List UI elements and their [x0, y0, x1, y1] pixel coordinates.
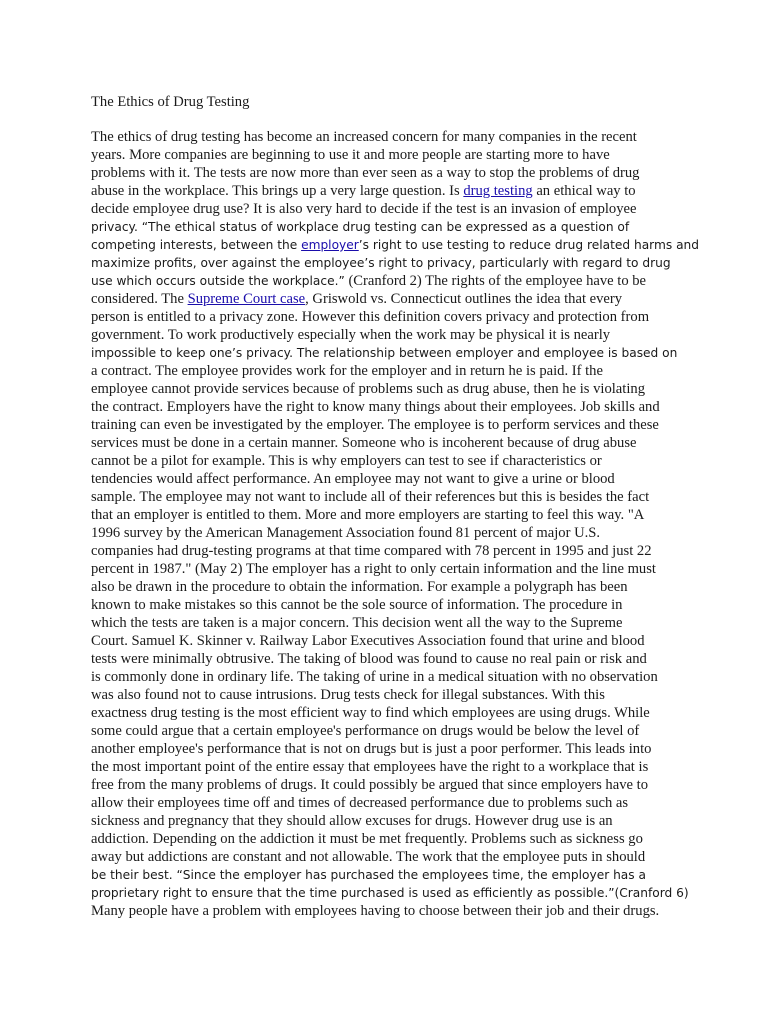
text-line: [91, 146, 691, 164]
text-line: [91, 308, 691, 326]
link-supreme-court-case[interactable]: Supreme Court case: [187, 291, 306, 307]
text-line: [91, 326, 691, 344]
text-run: abuse in the workplace. This brings up a very large question. Is: [91, 183, 460, 199]
text-run: , Griswold vs. Connecticut outlines the idea that every: [305, 291, 623, 307]
text-line: [91, 398, 691, 416]
text-run: (Cranford 2) The rights of the employee have to be: [344, 273, 647, 289]
text-run: Court. Samuel K. Skinner v. Railway Labor Executives Association found that urine and blood: [91, 633, 645, 649]
text-line: [91, 272, 691, 290]
text-line: [91, 254, 691, 272]
text-line: [91, 758, 691, 776]
text-run: be their best. “Since the employer has purchased the employees time, the employer has a: [91, 868, 646, 882]
text-run: companies had drug-testing programs at that time compared with 78 percent in 1995 and just 22: [91, 543, 652, 559]
text-run: that an employer is entitled to them. More and more employers are starting to feel this way. "A: [91, 507, 645, 523]
text-run: away but addictions are constant and not allowable. The work that the employee puts in should: [91, 849, 646, 865]
text-line: [91, 578, 691, 596]
text-line: [91, 776, 691, 794]
text-line: [91, 416, 691, 434]
essay-body: [91, 128, 699, 920]
text-line: [91, 812, 691, 830]
text-line: [91, 344, 691, 362]
text-line: [91, 686, 691, 704]
text-line: [91, 524, 691, 542]
text-run: allow their employees time off and times of decreased performance due to problems such as: [91, 795, 629, 811]
text-line: [91, 668, 691, 686]
text-run: impossible to keep one’s privacy.: [91, 346, 294, 360]
text-run: some could argue that a certain employee's performance on drugs would be below the level of: [91, 723, 640, 739]
text-line: [91, 470, 691, 488]
text-run: The ethics of drug testing has become an increased concern for many companies in the recent: [91, 129, 637, 145]
text-run: was also found not to cause intrusions. Drug tests check for illegal substances. With this: [91, 687, 605, 703]
text-line: [91, 290, 691, 308]
text-run: also be drawn in the procedure to obtain the information. For example a polygraph has been: [91, 579, 628, 595]
text-run: an ethical way to: [532, 183, 636, 199]
text-run: Many people have a problem with employees having to choose between their job and their drugs.: [91, 903, 660, 919]
text-line: [91, 362, 691, 380]
text-line: [91, 596, 691, 614]
text-run: training can even be investigated by the employer. The employee is to perform services and these: [91, 417, 659, 433]
text-line: [91, 632, 691, 650]
text-run: percent in 1987." (May 2) The employer has a right to only certain information and the line must: [91, 561, 656, 577]
text-line: [91, 740, 691, 758]
text-line: [91, 542, 691, 560]
text-line: [91, 704, 691, 722]
text-run: known to make mistakes so this cannot be the sole source of information. The procedure in: [91, 597, 623, 613]
text-line: [91, 902, 691, 920]
text-line: [91, 452, 691, 470]
text-run: sickness and pregnancy that they should allow excuses for drugs. However drug use is an: [91, 813, 613, 829]
text-line: [91, 182, 691, 200]
text-line: [91, 866, 691, 884]
text-line: [91, 434, 691, 452]
text-run: employee cannot provide services because of problems such as drug abuse, then he is violating: [91, 381, 645, 397]
text-run: services must be done in a certain manner. Someone who is incoherent because of drug abuse: [91, 435, 637, 451]
text-line: [91, 614, 691, 632]
text-line: [91, 380, 691, 398]
text-run: the contract. Employers have the right to know many things about their employees. Job skills and: [91, 399, 660, 415]
text-line: [91, 560, 691, 578]
text-line: [91, 488, 691, 506]
text-run: 1996 survey by the American Management Association found 81 percent of major U.S.: [91, 525, 601, 541]
text-run: competing interests, between the: [91, 238, 302, 252]
text-line: [91, 884, 691, 902]
text-run: is commonly done in ordinary life. The taking of urine in a medical situation with no observation: [91, 669, 658, 685]
text-run: The relationship between employer and employee is based on: [293, 346, 678, 360]
text-line: [91, 506, 691, 524]
text-run: another employee's performance that is not on drugs but is just a poor performer. This leads into: [91, 741, 652, 757]
text-run: proprietary right to ensure that the time purchased is used as efficiently as possible.”(Cranford 6): [91, 886, 689, 900]
text-run: sample. The employee may not want to include all of their references but this is besides the fact: [91, 489, 650, 505]
text-run: problems with it. The tests are now more than ever seen as a way to stop the problems of drug: [91, 165, 640, 181]
text-run: addiction. Depending on the addiction it must be met frequently. Problems such as sickness go: [91, 831, 643, 847]
text-run: tests were minimally obtrusive. The taking of blood was found to cause no real pain or risk and: [91, 651, 647, 667]
text-line: [91, 164, 691, 182]
text-run: government. To work productively especially when the work may be physical it is nearly: [91, 327, 611, 343]
text-run: exactness drug testing is the most efficient way to find which employees are using drugs. While: [91, 705, 650, 721]
text-run: ’s right to use testing to reduce drug related harms and: [358, 238, 699, 252]
text-run: person is entitled to a privacy zone. However this definition covers privacy and protection from: [91, 309, 650, 325]
text-line: [91, 722, 691, 740]
text-run: privacy. “The ethical status of workplace drug testing can be expressed as a question of: [91, 220, 630, 234]
text-line: [91, 848, 691, 866]
text-run: decide employee drug use? It is also very hard to decide if the test is an invasion of employee: [91, 201, 637, 217]
text-run: cannot be a pilot for example. This is why employers can test to see if characteristics or: [91, 453, 602, 469]
text-line: [91, 794, 691, 812]
text-run: maximize profits, over against the employee’s right to privacy, particularly with regard to drug: [91, 256, 671, 270]
text-run: tendencies would affect performance. An employee may not want to give a urine or blood: [91, 471, 615, 487]
text-line: [91, 200, 691, 218]
text-run: free from the many problems of drugs. It could possibly be argued that since employers have to: [91, 777, 648, 793]
text-line: [91, 650, 691, 668]
text-line: [91, 236, 699, 254]
text-line: [91, 128, 691, 146]
link-drug-testing[interactable]: drug testing: [463, 183, 533, 199]
link-employer[interactable]: employer: [301, 238, 359, 252]
text-run: the most important point of the entire essay that employees have the right to a workplace that is: [91, 759, 649, 775]
text-run: use which occurs outside the workplace.”: [91, 274, 345, 288]
text-run: which the tests are taken is a major concern. This decision went all the way to the Supreme: [91, 615, 623, 631]
text-line: [91, 830, 691, 848]
text-run: a contract. The employee provides work for the employer and in return he is paid. If the: [91, 363, 603, 379]
text-line: [91, 218, 691, 236]
document-title: The Ethics of Drug Testing: [91, 94, 250, 110]
text-run: considered. The: [91, 291, 188, 307]
text-run: years. More companies are beginning to use it and more people are starting more to have: [91, 147, 610, 163]
